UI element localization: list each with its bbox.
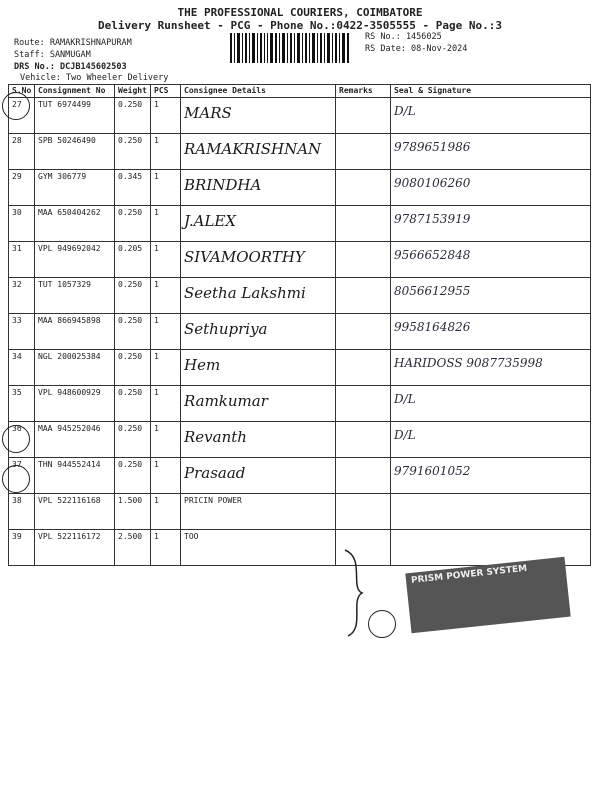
consignee-handwriting: J.ALEX [184,212,237,230]
sno-cell: 28 [9,134,35,170]
weight-cell: 0.250 [115,386,151,422]
weight-cell: 0.250 [115,458,151,494]
consignee-cell [181,314,336,350]
weight-cell: 1.500 [115,494,151,530]
consignee-cell [181,206,336,242]
table-row [9,242,591,278]
weight-cell: 0.250 [115,422,151,458]
rs-number: RS No.: 1456025 [365,32,442,42]
signature-cell [391,314,591,350]
weight-cell: 0.250 [115,206,151,242]
consignee-handwriting: Revanth [184,428,247,446]
signature-handwriting: 9958164826 [394,320,471,334]
remarks-cell [336,458,391,494]
pcs-cell: 1 [151,458,181,494]
col-weight: Weight [115,85,151,98]
col-signature: Seal & Signature [391,85,591,98]
pcs-cell: 1 [151,422,181,458]
circle-mark-27 [2,92,30,120]
runsheet-table [8,84,591,566]
remarks-cell [336,494,391,530]
consignee-cell [181,422,336,458]
weight-cell: 2.500 [115,530,151,566]
remarks-cell [336,314,391,350]
col-consignee: Consignee Details [181,85,336,98]
consignee-cell [181,350,336,386]
col-remarks: Remarks [336,85,391,98]
drs-number: DRS No.: DCJB145602503 [14,62,127,72]
signature-cell [391,494,591,530]
table-row [9,350,591,386]
signature-handwriting: 8056612955 [394,284,471,298]
signature-handwriting: D/L [394,104,416,118]
consignment-cell: VPL 949692042 [35,242,115,278]
signature-handwriting: 9080106260 [394,176,471,190]
pcs-cell: 1 [151,494,181,530]
weight-cell: 0.250 [115,278,151,314]
consignee-handwriting: Seetha Lakshmi [184,284,306,302]
table-row [9,422,591,458]
consignee-typed: PRICIN POWER [184,496,242,505]
sno-cell: 38 [9,494,35,530]
pcs-cell: 1 [151,350,181,386]
consignee-cell [181,494,336,530]
consignment-cell: VPL 522116172 [35,530,115,566]
consignment-cell: MAA 866945898 [35,314,115,350]
circle-mark-35 [2,425,30,453]
pcs-cell: 1 [151,278,181,314]
consignee-handwriting: Sethupriya [184,320,268,338]
signature-cell [391,206,591,242]
col-sno: S.No [9,85,35,98]
consignee-handwriting: Hem [184,356,221,374]
consignee-cell [181,134,336,170]
sno-cell: 36 [9,422,35,458]
bracket-mark [340,548,370,638]
consignee-cell [181,98,336,134]
pcs-cell: 1 [151,206,181,242]
signature-cell [391,422,591,458]
consignment-cell: GYM 306779 [35,170,115,206]
col-consignment: Consignment No [35,85,115,98]
pcs-cell: 1 [151,134,181,170]
table-row [9,134,591,170]
signature-handwriting: 9791601052 [394,464,471,478]
company-stamp [405,557,570,633]
consignee-typed: TOO [184,532,199,541]
table-header-row [9,85,591,98]
sno-cell: 27 [9,98,35,134]
table-row [9,494,591,530]
consignee-handwriting: Ramkumar [184,392,268,410]
sno-cell: 29 [9,170,35,206]
vehicle-text: Vehicle: Two Wheeler Delivery [20,73,169,83]
rs-date: RS Date: 08-Nov-2024 [365,44,468,54]
pcs-cell: 1 [151,386,181,422]
sno-cell: 33 [9,314,35,350]
pcs-cell: 1 [151,314,181,350]
weight-cell: 0.345 [115,170,151,206]
signature-handwriting: D/L [394,392,416,406]
table-row [9,386,591,422]
sno-cell: 31 [9,242,35,278]
table-row [9,206,591,242]
consignee-handwriting: RAMAKRISHNAN [184,140,322,158]
consignee-handwriting: SIVAMOORTHY [184,248,305,266]
signature-handwriting: 9789651986 [394,140,471,154]
table-row [9,314,591,350]
consignee-cell [181,242,336,278]
signature-cell [391,98,591,134]
signature-handwriting: 9787153919 [394,212,471,226]
weight-cell: 0.250 [115,314,151,350]
consignment-cell: TUT 1057329 [35,278,115,314]
remarks-cell [336,350,391,386]
circle-mark-36 [2,465,30,493]
staff-text: Staff: SANMUGAM [14,50,91,60]
consignee-cell [181,530,336,566]
sno-cell: 37 [9,458,35,494]
weight-cell: 0.250 [115,350,151,386]
signature-cell [391,386,591,422]
pcs-cell: 1 [151,242,181,278]
signature-cell [391,458,591,494]
consignment-cell: THN 944552414 [35,458,115,494]
sno-cell: 35 [9,386,35,422]
remarks-cell [336,134,391,170]
consignee-cell [181,170,336,206]
signature-cell [391,350,591,386]
circle-mark-2 [368,610,396,638]
remarks-cell [336,278,391,314]
signature-handwriting: HARIDOSS 9087735998 [394,356,543,370]
remarks-cell [336,242,391,278]
signature-handwriting: D/L [394,428,416,442]
signature-cell [391,242,591,278]
consignment-cell: NGL 200025384 [35,350,115,386]
consignee-handwriting: BRINDHA [184,176,262,194]
consignee-cell [181,278,336,314]
table-row [9,98,591,134]
remarks-cell [336,206,391,242]
sno-cell: 34 [9,350,35,386]
stamp-title: PRISM POWER SYSTEM [410,563,528,586]
consignment-cell: VPL 948600929 [35,386,115,422]
route-text: Route: RAMAKRISHNAPURAM [14,38,132,48]
consignee-handwriting: Prasaad [184,464,246,482]
consignment-cell: MAA 650404262 [35,206,115,242]
consignment-cell: TUT 6974499 [35,98,115,134]
consignment-cell: SPB 50246490 [35,134,115,170]
consignee-cell [181,386,336,422]
consignment-cell: MAA 945252046 [35,422,115,458]
signature-cell [391,278,591,314]
col-pcs: PCS [151,85,181,98]
barcode-image [230,33,350,63]
pcs-cell: 1 [151,170,181,206]
company-title: THE PROFESSIONAL COURIERS, COIMBATORE [177,6,423,19]
remarks-cell [336,170,391,206]
sno-cell: 30 [9,206,35,242]
signature-handwriting: 9566652848 [394,248,471,262]
consignee-handwriting: MARS [184,104,232,122]
weight-cell: 0.250 [115,134,151,170]
remarks-cell [336,386,391,422]
runsheet-subtitle: Delivery Runsheet - PCG - Phone No.:0422-3505555 - Page No.:3 [98,19,502,32]
sno-cell: 32 [9,278,35,314]
consignee-cell [181,458,336,494]
table-row [9,170,591,206]
pcs-cell: 1 [151,98,181,134]
sno-cell: 39 [9,530,35,566]
table-row [9,530,591,566]
remarks-cell [336,98,391,134]
pcs-cell: 1 [151,530,181,566]
signature-cell [391,134,591,170]
consignment-cell: VPL 522116168 [35,494,115,530]
table-row [9,458,591,494]
remarks-cell [336,422,391,458]
table-row [9,278,591,314]
signature-cell [391,170,591,206]
weight-cell: 0.250 [115,98,151,134]
weight-cell: 0.205 [115,242,151,278]
